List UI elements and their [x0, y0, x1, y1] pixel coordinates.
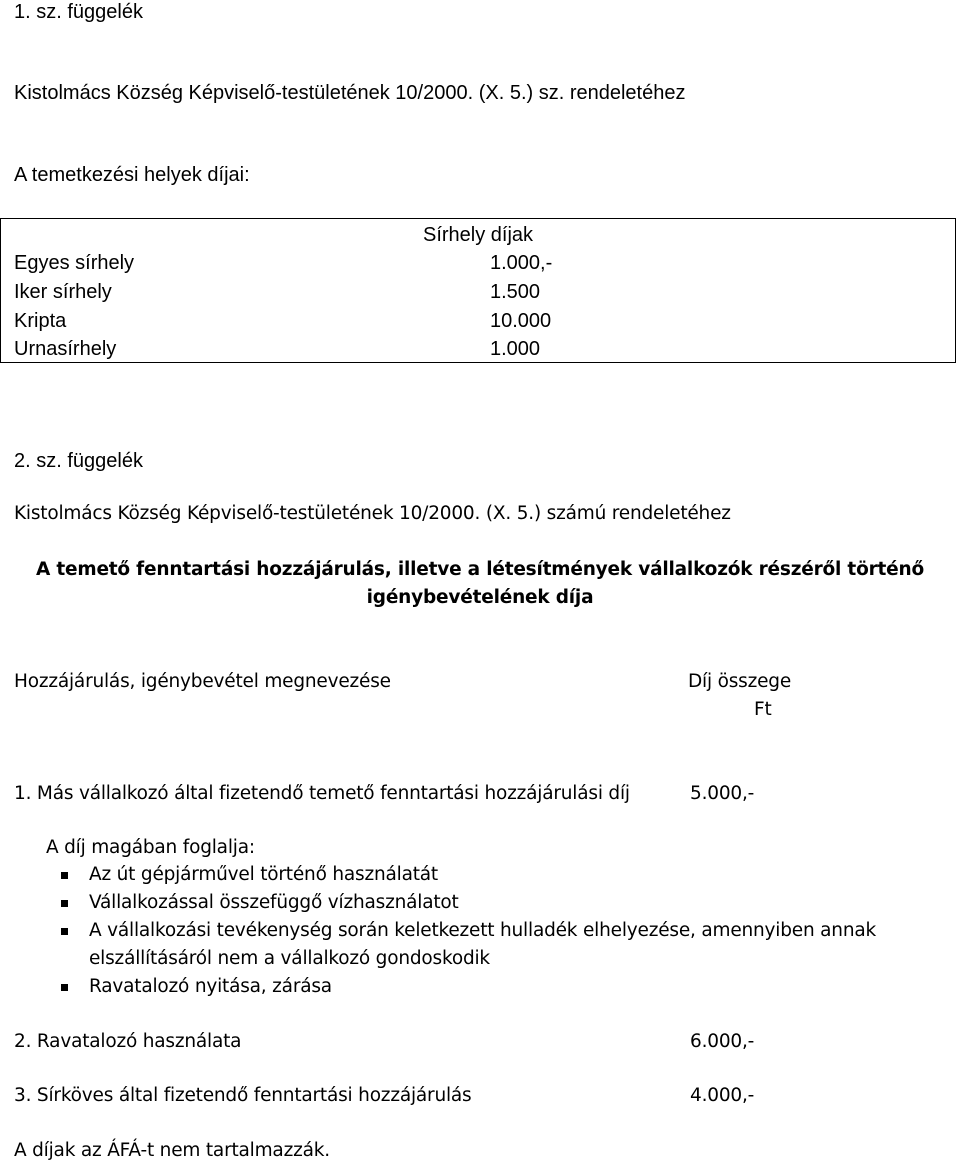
- bullet-icon: [61, 984, 68, 991]
- fee-item-value: 6.000,-: [690, 1031, 755, 1052]
- grave-row-name: Egyes sírhely: [14, 252, 135, 274]
- grave-row-value: 10.000: [490, 310, 552, 332]
- includes-label: A díj magában foglalja:: [46, 837, 255, 858]
- bullet-icon: [61, 900, 68, 907]
- grave-row-value: 1.000,-: [490, 252, 553, 274]
- fee-item-label: 3. Sírköves által fizetendő fenntartási hozzájárulás: [14, 1085, 472, 1106]
- fee-item-label: 2. Ravatalozó használata: [14, 1031, 242, 1052]
- fee-column-unit: Ft: [754, 699, 772, 720]
- name-column-header: Hozzájárulás, igénybevétel megnevezése: [14, 671, 391, 692]
- includes-item: Az út gépjárművel történő használatát: [89, 864, 438, 885]
- grave-fee-table-header: Sírhely díjak: [423, 224, 534, 246]
- includes-item: Ravatalozó nyitása, zárása: [89, 976, 332, 997]
- appendix1-intro: A temetkezési helyek díjai:: [14, 164, 250, 186]
- appendix1-regulation-ref: Kistolmács Község Képviselő-testületének 10/2000. (X. 5.) sz. rendeletéhez: [14, 82, 686, 104]
- vat-footnote: A díjak az ÁFÁ-t nem tartalmazzák.: [14, 1140, 330, 1161]
- appendix2-title-line1: A temető fenntartási hozzájárulás, illetve a létesítmények vállalkozók részéről történő: [36, 559, 924, 580]
- fee-item-value: 5.000,-: [690, 783, 755, 804]
- grave-row-value: 1.500: [490, 281, 541, 303]
- grave-row-value: 1.000: [490, 338, 541, 360]
- includes-item: Vállalkozással összefüggő vízhasználatot: [89, 892, 459, 913]
- fee-column-header: Díj összege: [688, 671, 792, 692]
- includes-item: A vállalkozási tevékenység során keletkezett hulladék elhelyezése, amennyiben annak: [89, 920, 877, 941]
- fee-item-label: 1. Más vállalkozó által fizetendő temető fenntartási hozzájárulási díj: [14, 783, 630, 804]
- bullet-icon: [61, 928, 68, 935]
- grave-row-name: Iker sírhely: [14, 281, 112, 303]
- grave-row-name: Kripta: [14, 310, 67, 332]
- appendix2-title-line2: igénybevételének díja: [366, 587, 594, 608]
- includes-item-continuation: elszállításáról nem a vállalkozó gondoskodik: [89, 948, 490, 969]
- bullet-icon: [61, 872, 68, 879]
- appendix2-regulation-ref: Kistolmács Község Képviselő-testületének 10/2000. (X. 5.) számú rendeletéhez: [14, 503, 731, 524]
- appendix2-heading: 2. sz. függelék: [14, 450, 143, 472]
- appendix1-heading: 1. sz. függelék: [14, 1, 143, 23]
- fee-item-value: 4.000,-: [690, 1085, 755, 1106]
- grave-row-name: Urnasírhely: [14, 338, 117, 360]
